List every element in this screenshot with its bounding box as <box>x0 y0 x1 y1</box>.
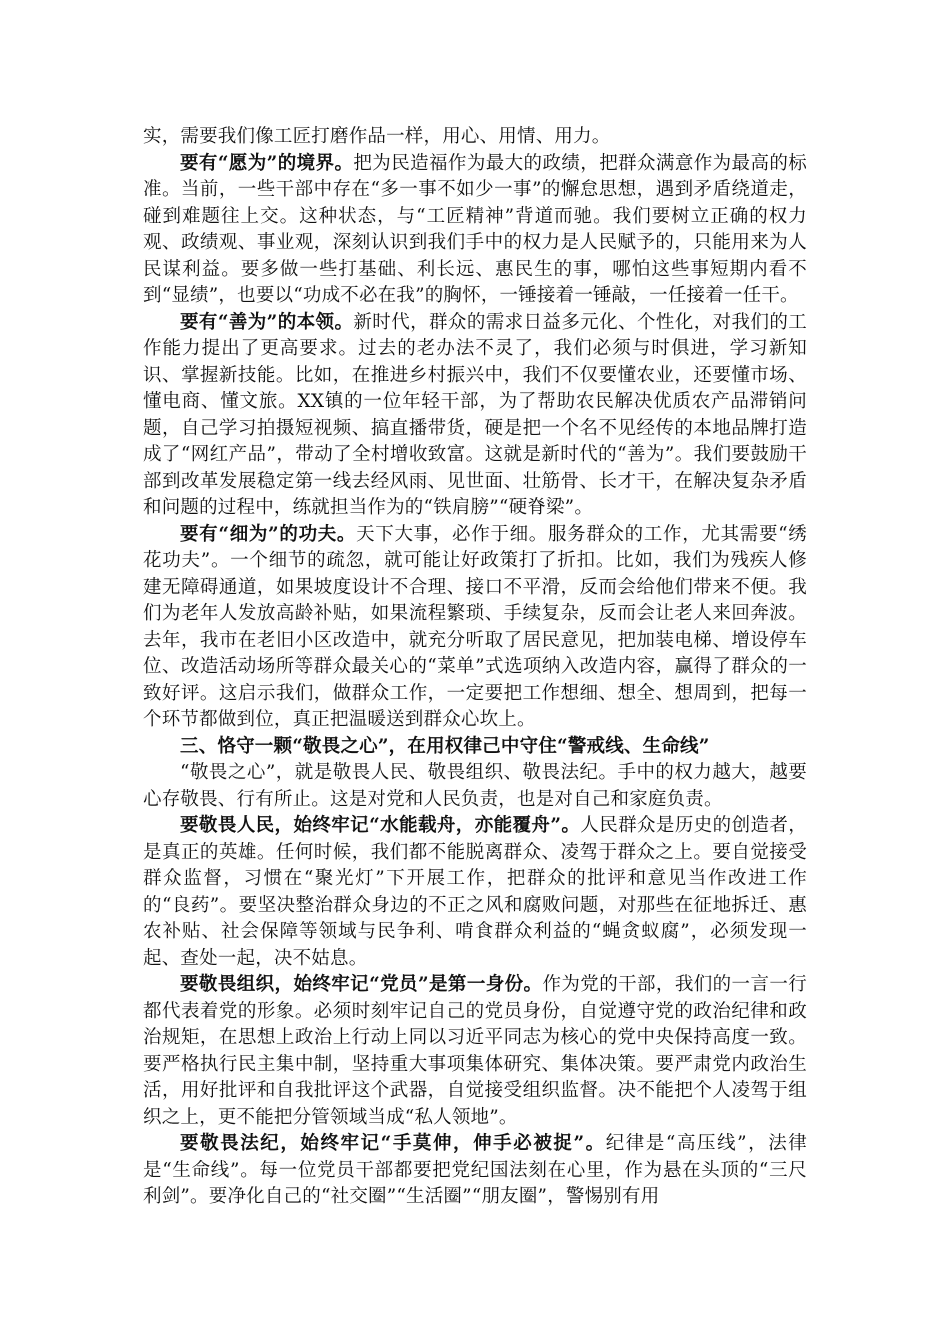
paragraph-text: 天下大事，必作于细。服务群众的工作，尤其需要“绣花功夫”。一个细节的疏忽，就可能让好政策打了折扣。比如，我们为残疾人修建无障碍通道，如果坡度设计不合理、接口不平滑，反而会给他们带来不便。我们为老年人发放高龄补贴，如果流程繁琐、手续复杂，反而会让老人来回奔波。去年，我市在老旧小区改造中，就充分听取了居民意见，把加装电梯、增设停车位、改造活动场所等群众最关心的“菜单”式选项纳入改造内容，赢得了群众的一致好评。这启示我们，做群众工作，一定要把工作想细、想全、想周到，把每一个环节都做到位，真正把温暖送到群众心坎上。 <box>143 523 807 730</box>
paragraph-xiwei <box>143 522 807 734</box>
paragraph-lead: 要敬畏组织，始终牢记“党员”是第一身份。 <box>180 974 543 995</box>
paragraph-lead: 要有“愿为”的境界。 <box>180 152 354 174</box>
paragraph-text: 把为民造福作为最大的政绩，把群众满意作为最高的标准。当前，一些干部中存在“多一事不如少一事”的懈怠思想，遇到矛盾绕道走，碰到难题往上交。这种状态，与“工匠精神”背道而驰。我们要树立正确的权力观、政绩观、事业观，深刻认识到我们手中的权力是人民赋予的，只能用来为人民谋利益。要多做一些打基础、利长远、惠民生的事，哪怕这些事短期内看不到“显绩”，也要以“功成不必在我”的胸怀，一锤接着一锤敲，一任接着一任干。 <box>143 152 807 306</box>
paragraph-lead: 要敬畏法纪，始终牢记“手莫伸，伸手必被捉”。 <box>180 1133 606 1154</box>
paragraph-jingwei-zuzhi <box>143 972 807 1131</box>
section-heading-3: 三、恪守一颗“敬畏之心”，在用权律己中守住“警戒线、生命线” <box>180 735 710 757</box>
paragraph-jingwei-faji <box>143 1131 807 1211</box>
paragraph-shanwei <box>143 310 807 522</box>
paragraph-text: 人民群众是历史的创造者，是真正的英雄。任何时候，我们都不能脱离群众、凌驾于群众之上。要自觉接受群众监督，习惯在“聚光灯”下开展工作，把群众的批评和意见当作改进工作的“良药”。要坚决整治群众身边的不正之风和腐败问题，对那些在征地拆迁、惠农补贴、社会保障等领域与民争利、啃食群众利益的“蝇贪蚁腐”，必须发现一起、查处一起，决不姑息。 <box>143 815 808 969</box>
paragraph-lead: 要有“细为”的功夫。 <box>180 523 357 545</box>
paragraph-text: 实，需要我们像工匠打磨作品一样，用心、用情、用力。 <box>143 126 611 147</box>
document-page <box>143 124 807 1211</box>
paragraph-yuanwei <box>143 151 807 310</box>
paragraph-text: 作为党的干部，我们的一言一行都代表着党的形象。必须时刻牢记自己的党员身份，自觉遵守党的政治纪律和政治规矩，在思想上政治上行动上同以习近平同志为核心的党中央保持高度一致。要严格执行民主集中制，坚持重大事项集体研究、集体决策。要严肃党内政治生活，用好批评和自我批评这个武器，自觉接受组织监督。决不能把个人凌驾于组织之上，更不能把分管领域当成“私人领地”。 <box>143 974 807 1128</box>
paragraph-lead: 要敬畏人民，始终牢记“水能载舟，亦能覆舟”。 <box>180 815 581 836</box>
paragraph-continuation <box>143 124 807 151</box>
paragraph-text: “敬畏之心”，就是敬畏人民、敬畏组织、敬畏法纪。手中的权力越大，越要心存敬畏、行有所止。这是对党和人民负责，也是对自己和家庭负责。 <box>143 762 807 810</box>
paragraph-jingwei-renmin <box>143 813 807 972</box>
paragraph-text: 纪律是“高压线”，法律是“生命线”。每一位党员干部都要把党纪国法刻在心里，作为悬在头顶的“三尺利剑”。要净化自己的“社交圈”“生活圈”“朋友圈”，警惕别有用 <box>143 1133 808 1207</box>
paragraph-lead: 要有“善为”的本领。 <box>180 311 354 333</box>
paragraph-jingwei-intro <box>143 760 807 813</box>
paragraph-text: 新时代，群众的需求日益多元化、个性化，对我们的工作能力提出了更高要求。过去的老办法不灵了，我们必须与时俱进，学习新知识、掌握新技能。比如，在推进乡村振兴中，我们不仅要懂农业，还要懂市场、懂电商、懂文旅。XX镇的一位年轻干部，为了帮助农民解决优质农产品滞销问题，自己学习拍摄短视频、搞直播带货，硬是把一个名不见经传的本地品牌打造成了“网红产品”，带动了全村增收致富。这就是新时代的“善为”。我们要鼓励干部到改革发展稳定第一线去经风雨、见世面、壮筋骨、长才干，在解决复杂矛盾和问题的过程中，练就担当作为的“铁肩膀”“硬脊梁”。 <box>143 311 807 518</box>
